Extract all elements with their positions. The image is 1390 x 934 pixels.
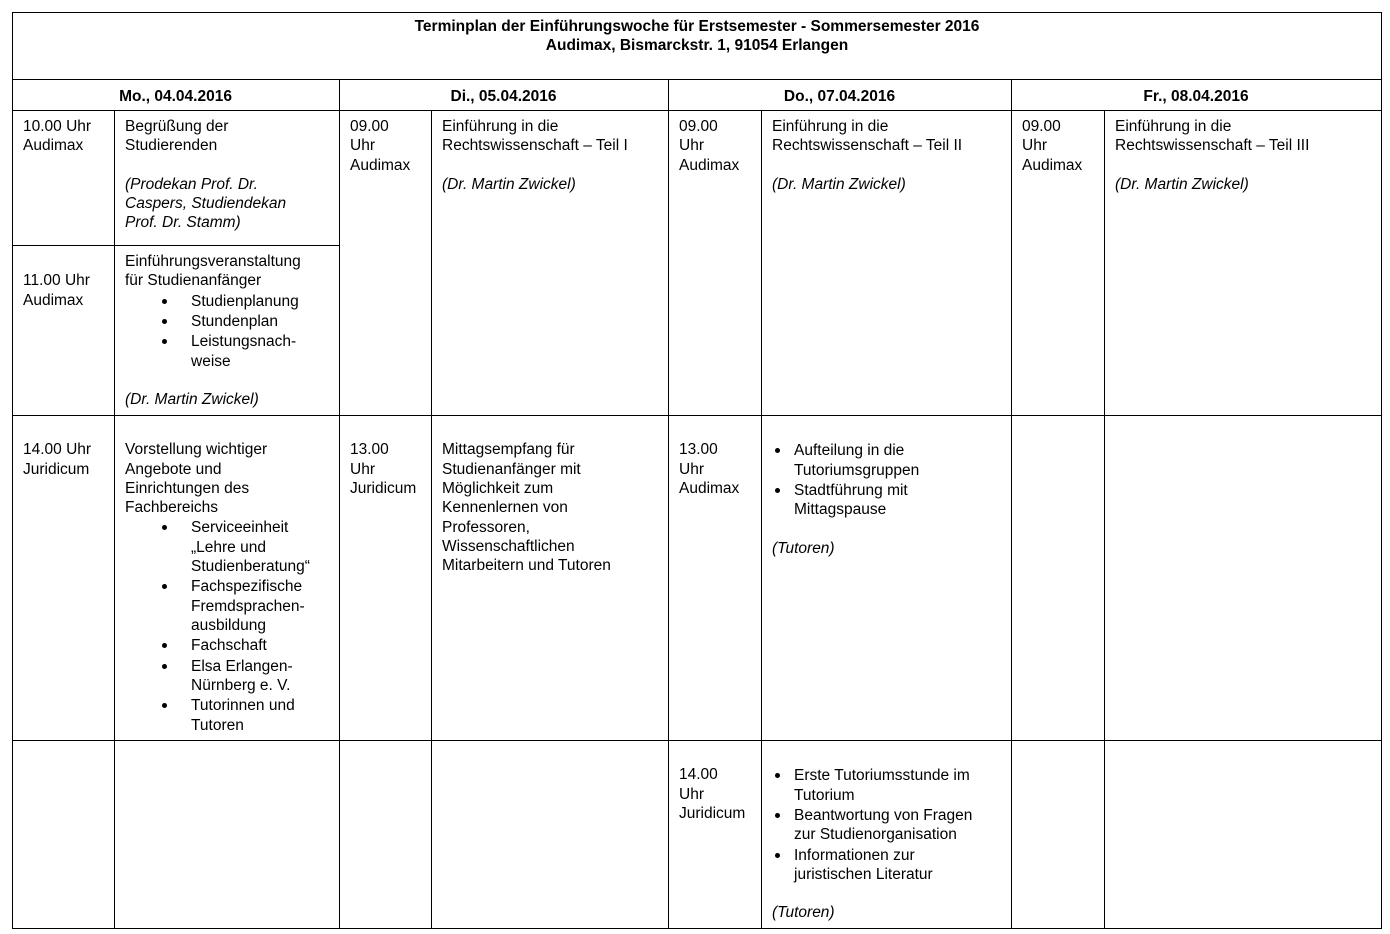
bullet-item: Tutorinnen und — [191, 697, 295, 714]
day-header-thu: Do., 07.04.2016 — [783, 88, 896, 105]
room-cell: Audimax — [1022, 157, 1083, 174]
bullet-item: juristischen Literatur — [794, 866, 933, 883]
bullet-item: Studienberatung“ — [191, 558, 310, 575]
time-cell: 09.00 — [350, 118, 389, 135]
bullet-item: Informationen zur — [794, 847, 915, 864]
bullet-icon — [775, 488, 780, 493]
desc-line: Einführung in die — [1115, 118, 1232, 135]
day-header-mon: Mo., 04.04.2016 — [119, 88, 232, 105]
bullet-icon — [162, 339, 167, 344]
bullet-icon — [162, 319, 167, 324]
desc-line: Begrüßung der — [125, 118, 229, 135]
time-cell: 14.00 Uhr — [23, 441, 92, 458]
speaker-line: (Dr. Martin Zwickel) — [772, 176, 906, 193]
page-subtitle: Audimax, Bismarckstr. 1, 91054 Erlangen — [545, 37, 849, 54]
desc-line: Rechtswissenschaft – Teil I — [442, 137, 628, 154]
time-cell: 11.00 Uhr — [23, 272, 90, 289]
bullet-item: Tutorium — [794, 787, 855, 804]
bullet-item: weise — [191, 353, 231, 370]
time-cell: Uhr — [679, 137, 704, 154]
bullet-item: Fachspezifische — [191, 578, 303, 595]
bullet-item: Erste Tutoriumsstunde im — [794, 767, 970, 784]
desc-line: Angebote und — [125, 461, 222, 478]
bullet-item: Leistungsnach- — [191, 333, 297, 350]
speaker-line: Prof. Dr. Stamm) — [125, 214, 241, 231]
bullet-item: Tutoriumsgruppen — [794, 462, 920, 479]
room-cell: Audimax — [679, 480, 740, 497]
desc-line: Rechtswissenschaft – Teil III — [1115, 137, 1310, 154]
desc-line: für Studienanfänger — [125, 272, 262, 289]
speaker-line: (Dr. Martin Zwickel) — [442, 176, 576, 193]
bullet-item: Nürnberg e. V. — [191, 677, 291, 694]
speaker-line: (Prodekan Prof. Dr. — [125, 176, 258, 193]
bullet-item: zur Studienorganisation — [794, 826, 957, 843]
bullet-icon — [775, 448, 780, 453]
bullet-icon — [775, 773, 780, 778]
bullet-item: Fremdsprachen- — [191, 598, 305, 615]
bullet-item: Beantwortung von Fragen — [794, 807, 973, 824]
room-cell: Juridicum — [679, 805, 746, 822]
room-cell: Juridicum — [23, 461, 90, 478]
day-header-tue: Di., 05.04.2016 — [450, 88, 557, 105]
time-cell: 09.00 — [1022, 118, 1061, 135]
speaker-line: (Tutoren) — [772, 540, 835, 557]
bullet-item: ausbildung — [191, 617, 266, 634]
time-cell: Uhr — [350, 137, 375, 154]
time-cell: 10.00 Uhr — [23, 118, 92, 135]
bullet-item: Serviceeinheit — [191, 519, 289, 536]
time-cell: Uhr — [679, 786, 704, 803]
time-cell: 13.00 — [679, 441, 718, 458]
desc-line: Fachbereichs — [125, 499, 219, 516]
desc-line: Kennenlernen von — [442, 499, 568, 516]
desc-line: Mitarbeitern und Tutoren — [442, 557, 611, 574]
bullet-icon — [775, 813, 780, 818]
bullet-item: „Lehre und — [191, 539, 266, 556]
bullet-item: Mittagspause — [794, 501, 887, 518]
desc-line: Möglichkeit zum — [442, 480, 554, 497]
bullet-icon — [775, 853, 780, 858]
desc-line: Professoren, — [442, 519, 530, 536]
bullet-item: Fachschaft — [191, 637, 267, 654]
room-cell: Audimax — [679, 157, 740, 174]
bullet-icon — [162, 525, 167, 530]
bullet-icon — [162, 299, 167, 304]
room-cell: Audimax — [23, 292, 84, 309]
bullet-item: Tutoren — [191, 717, 244, 734]
desc-line: Einführung in die — [772, 118, 889, 135]
bullet-icon — [162, 703, 167, 708]
time-cell: 09.00 — [679, 118, 718, 135]
bullet-icon — [162, 664, 167, 669]
desc-line: Wissenschaftlichen — [442, 538, 575, 555]
speaker-line: (Dr. Martin Zwickel) — [125, 391, 259, 408]
day-header-fri: Fr., 08.04.2016 — [1143, 88, 1249, 105]
desc-line: Einführung in die — [442, 118, 559, 135]
room-cell: Juridicum — [350, 480, 417, 497]
time-cell: 13.00 — [350, 441, 389, 458]
desc-line: Rechtswissenschaft – Teil II — [772, 137, 963, 154]
desc-line: Studienanfänger mit — [442, 461, 581, 478]
desc-line: Mittagsempfang für — [442, 441, 575, 458]
bullet-item: Stundenplan — [191, 313, 279, 330]
bullet-item: Aufteilung in die — [794, 442, 905, 459]
desc-line: Vorstellung wichtiger — [125, 441, 268, 458]
bullet-icon — [162, 643, 167, 648]
time-cell: Uhr — [1022, 137, 1047, 154]
room-cell: Audimax — [350, 157, 411, 174]
bullet-item: Elsa Erlangen- — [191, 658, 293, 675]
bullet-item: Studienplanung — [191, 293, 299, 310]
speaker-line: Caspers, Studiendekan — [125, 195, 287, 212]
bullet-item: Stadtführung mit — [794, 482, 908, 499]
time-cell: Uhr — [350, 461, 375, 478]
page-title: Terminplan der Einführungswoche für Erstsemester - Sommersemester 2016 — [414, 18, 980, 35]
desc-line: Einrichtungen des — [125, 480, 250, 497]
desc-line: Studierenden — [125, 137, 218, 154]
room-cell: Audimax — [23, 137, 84, 154]
bullet-icon — [162, 584, 167, 589]
speaker-line: (Tutoren) — [772, 904, 835, 921]
speaker-line: (Dr. Martin Zwickel) — [1115, 176, 1249, 193]
desc-line: Einführungsveranstaltung — [125, 253, 301, 270]
time-cell: 14.00 — [679, 766, 718, 783]
time-cell: Uhr — [679, 461, 704, 478]
